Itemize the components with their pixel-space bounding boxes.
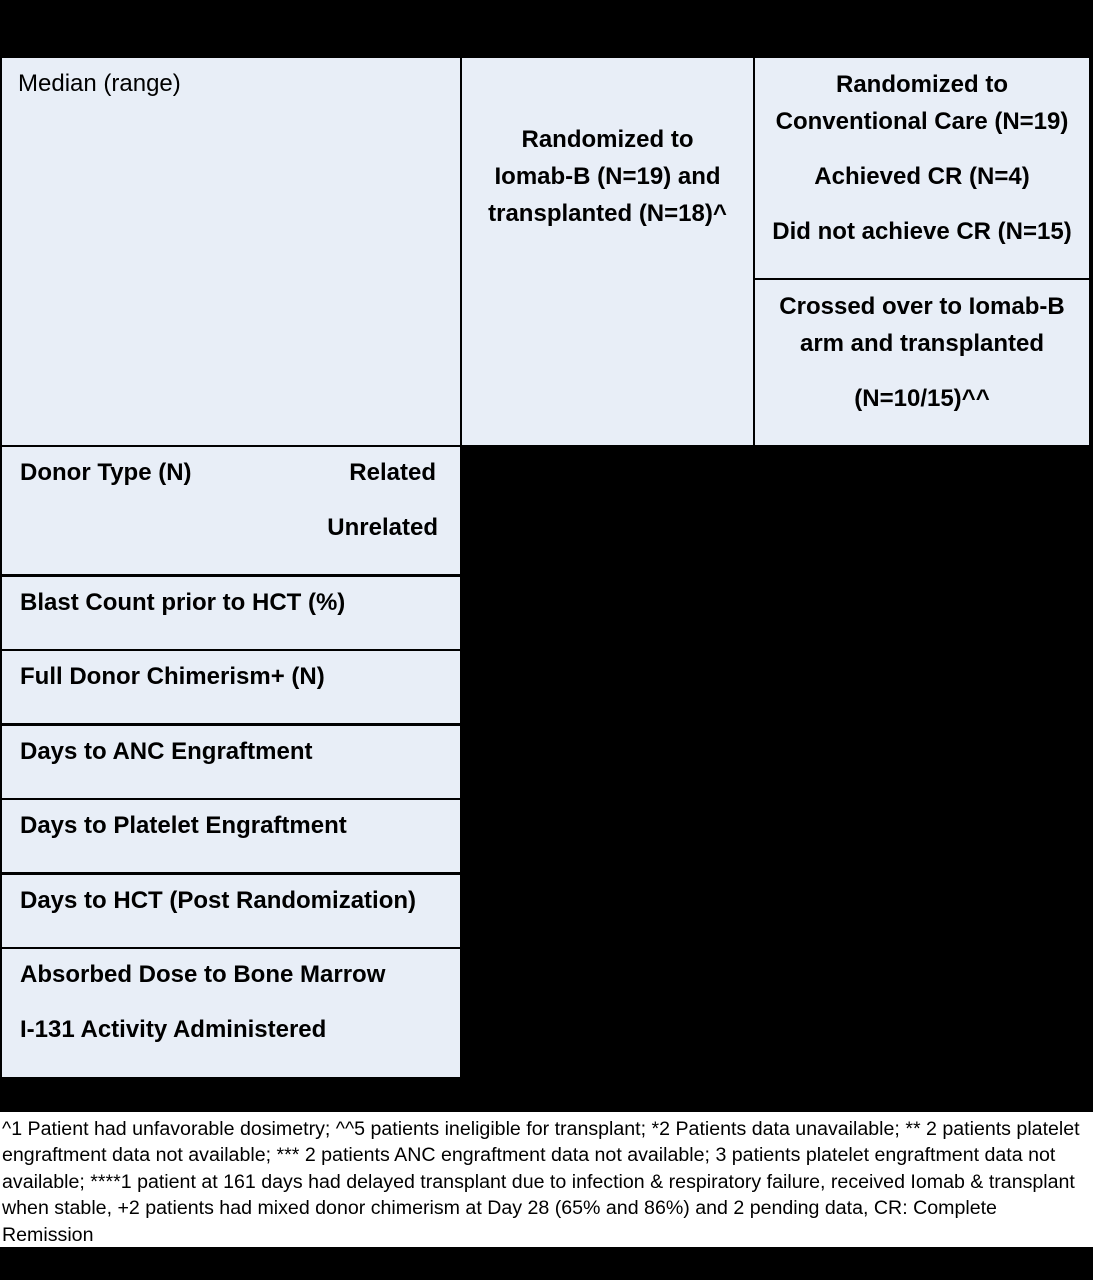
- header-conventional-cell: [755, 58, 1089, 278]
- iomab-header-line-1: Randomized to: [521, 126, 694, 153]
- row-dose-activity: [2, 949, 460, 1077]
- crossover-header-line-1: Crossed over to Iomab-B: [779, 293, 1065, 320]
- median-range-label: Median (range): [18, 70, 181, 97]
- row-days-to-hct: [2, 875, 460, 947]
- platelet-engraftment-label: Days to Platelet Engraftment: [20, 812, 347, 839]
- crossover-header-line-3: (N=10/15)^^: [854, 385, 990, 412]
- conventional-header-text: [755, 66, 1089, 250]
- crossover-header-text: [755, 288, 1089, 417]
- conventional-header-line-3: Achieved CR (N=4): [814, 163, 1030, 190]
- row-anc-engraftment: [2, 726, 460, 798]
- absorbed-dose-label: Absorbed Dose to Bone Marrow: [20, 961, 386, 988]
- row-chimerism: [2, 651, 460, 723]
- iomab-header-line-3: transplanted (N=18)^: [488, 200, 727, 227]
- header-crossover-cell: [755, 280, 1089, 445]
- row-platelet-engraftment: [2, 800, 460, 872]
- donor-type-label: Donor Type (N): [20, 459, 192, 486]
- days-to-hct-label: Days to HCT (Post Randomization): [20, 887, 417, 914]
- header-median-cell: [2, 58, 460, 445]
- conventional-header-line-1: Randomized to: [836, 71, 1008, 98]
- blast-count-label: Blast Count prior to HCT (%): [20, 589, 346, 616]
- row-blast-count: [2, 577, 460, 649]
- anc-engraftment-label: Days to ANC Engraftment: [20, 738, 313, 765]
- donor-related-label: Related: [349, 459, 436, 486]
- conventional-header-line-2: Conventional Care (N=19): [775, 108, 1069, 135]
- crossover-header-line-2: arm and transplanted: [799, 330, 1045, 357]
- conventional-header-line-4: Did not achieve CR (N=15): [772, 218, 1072, 245]
- iomab-header-line-2: Iomab-B (N=19) and: [494, 163, 721, 190]
- row-donor-type: [2, 447, 460, 574]
- chimerism-label: Full Donor Chimerism+ (N): [20, 663, 325, 690]
- iomab-header-text: [462, 121, 753, 232]
- donor-unrelated-label: Unrelated: [327, 514, 438, 541]
- i131-activity-label: I-131 Activity Administered: [20, 1016, 327, 1043]
- header-iomab-cell: [462, 58, 753, 445]
- footnote: ^1 Patient had unfavorable dosimetry; ^^5 patients ineligible for transplant; *2 Patients data unavailable; ** 2 patients platelet engraftment data not available; *** 2 patients ANC engraftment data not available; 3 patients platelet engraftment data not available; ****1 patient at 161 days had delayed transplant due to infection & respiratory failure, received Iomab & transplant when stable, +2 patients had mixed donor chimerism at Day 28 (65% and 86%) and 2 pending data, CR: Complete Remission: [0, 1112, 1093, 1247]
